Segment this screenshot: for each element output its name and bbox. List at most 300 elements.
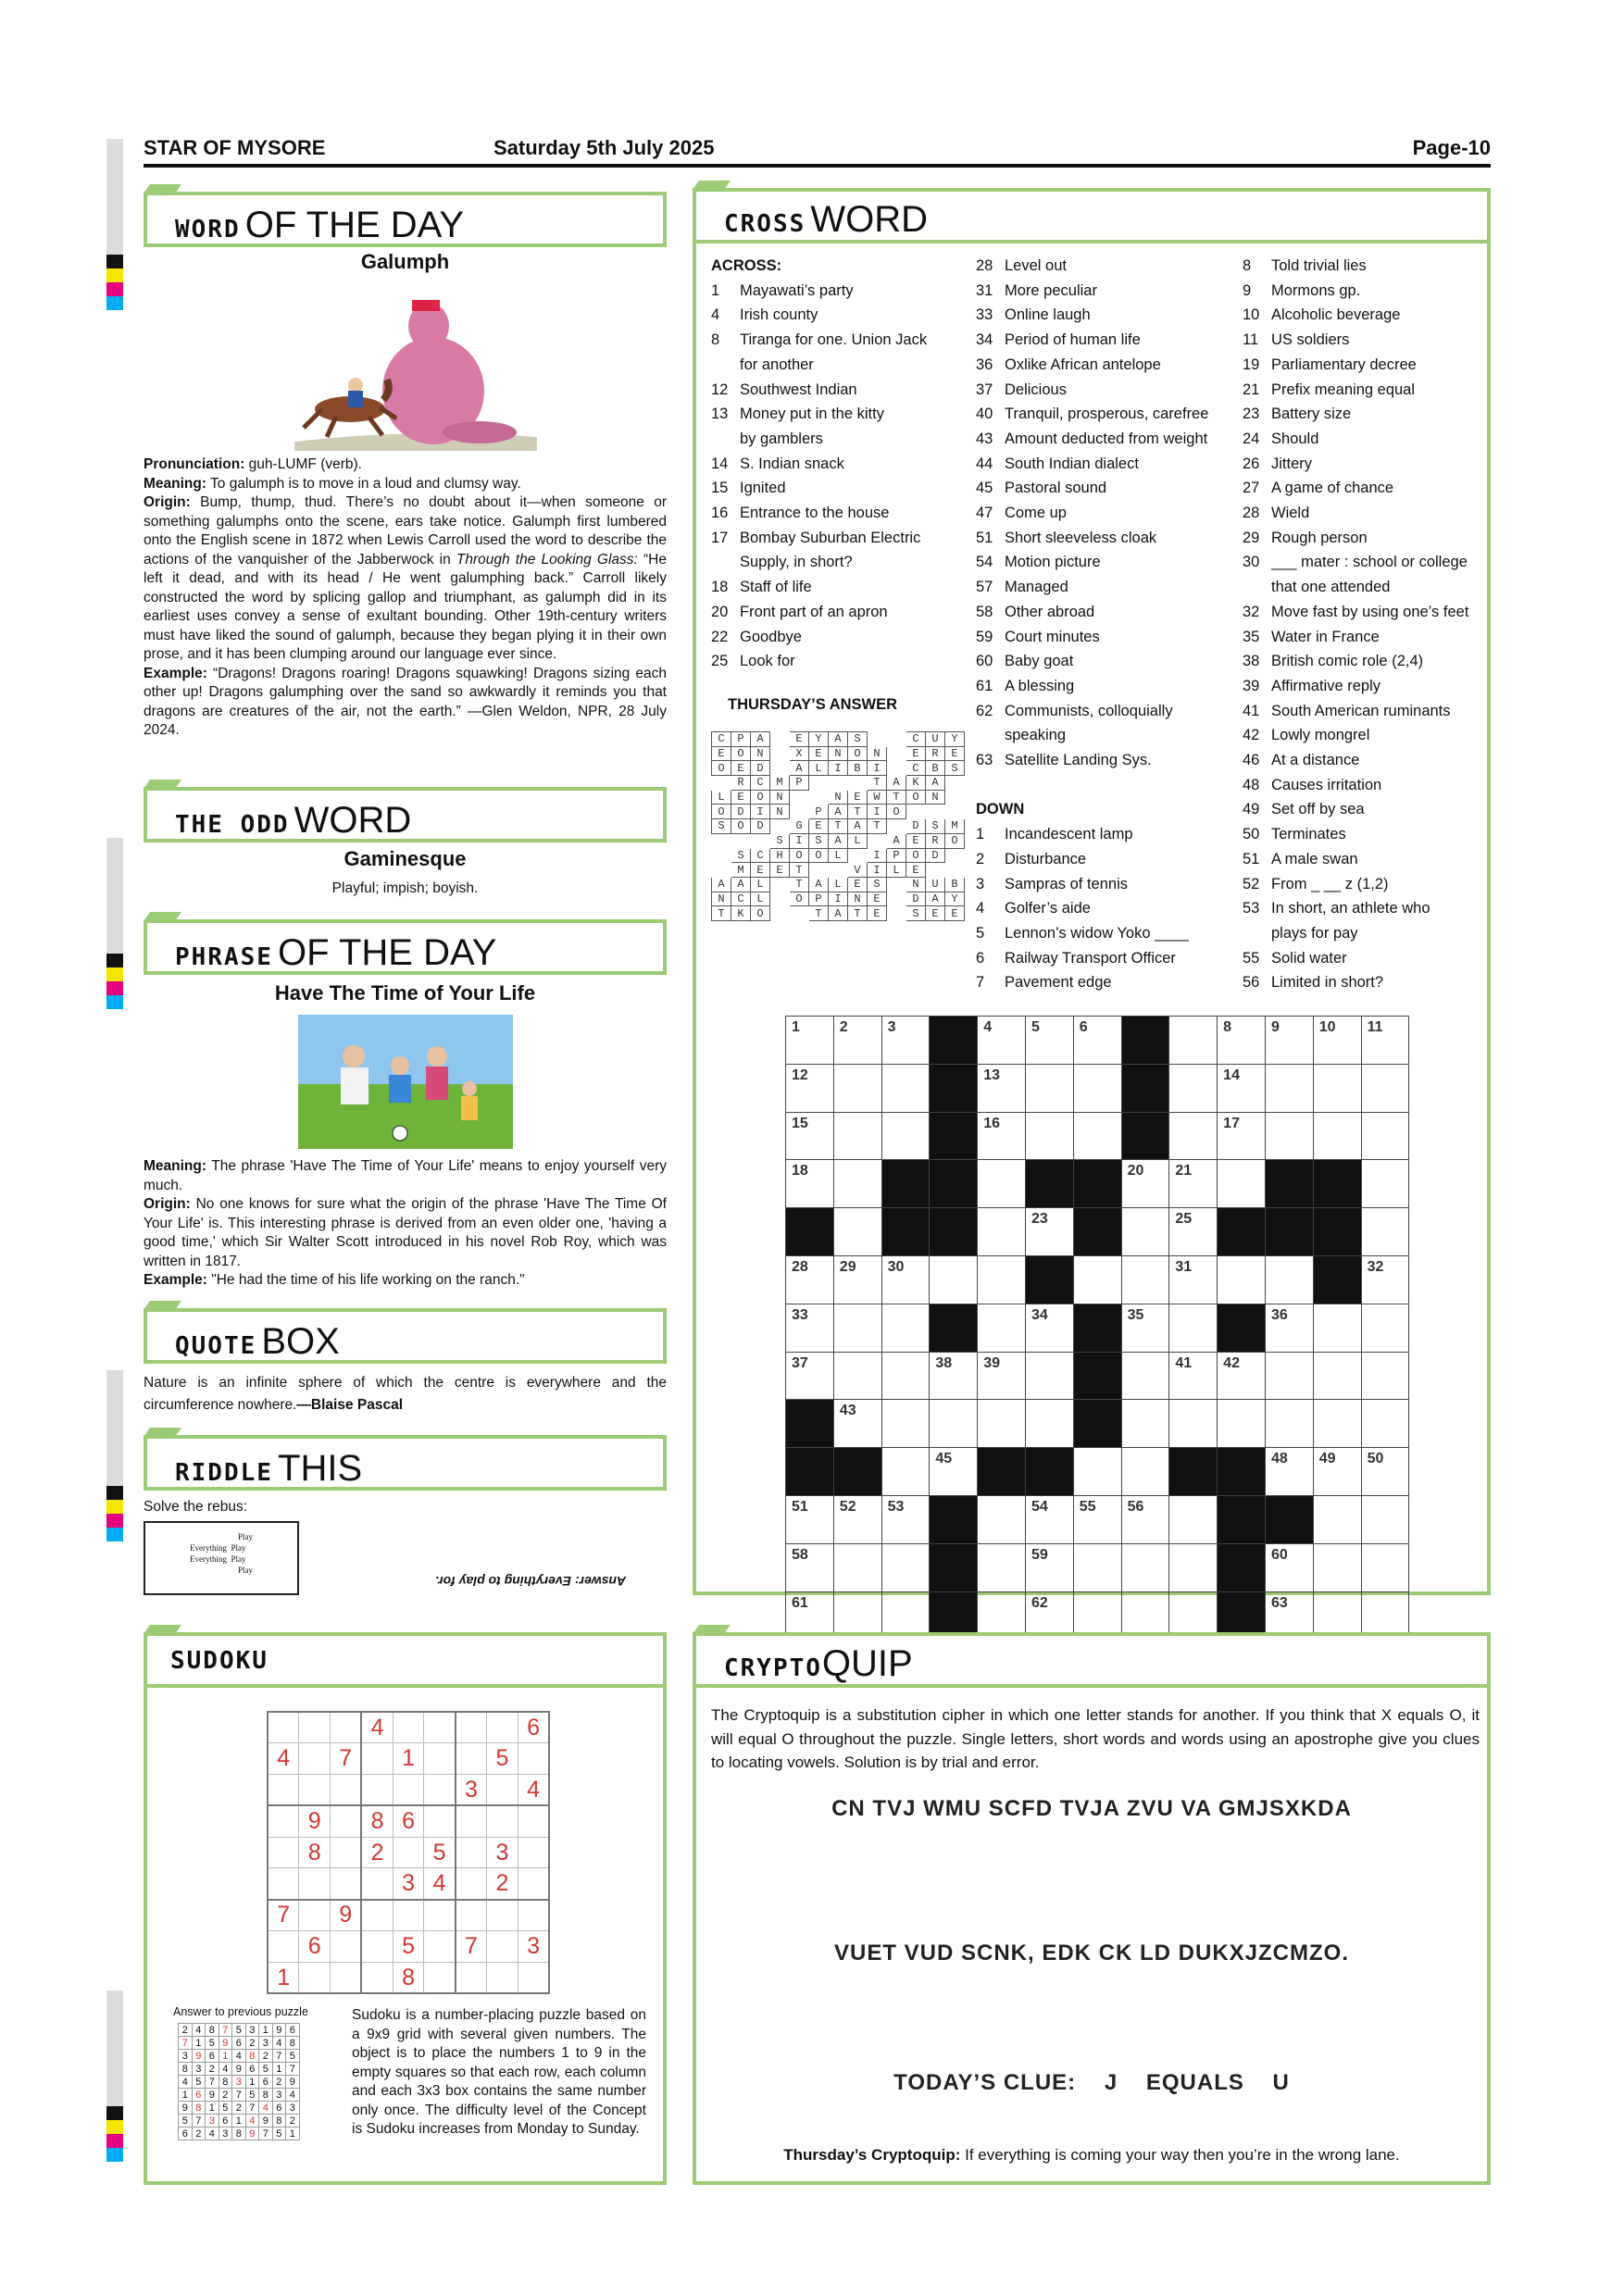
crossword-cell[interactable] [978, 1400, 1026, 1448]
clue-number: 32 [1243, 603, 1260, 620]
clue-number: 42 [1243, 727, 1260, 744]
crossword-cell[interactable] [978, 1160, 1026, 1208]
clue [711, 353, 961, 378]
sudoku-cell[interactable]: 3 [518, 1931, 549, 1963]
sudoku-cell[interactable] [518, 1868, 549, 1900]
corner-tab [144, 780, 181, 789]
crossword-cell[interactable] [833, 1352, 881, 1400]
sudoku-cell[interactable] [268, 1775, 299, 1806]
crossword-cell[interactable] [1169, 1495, 1218, 1543]
clue-text: A game of chance [1271, 480, 1394, 497]
crossword-cell[interactable] [1169, 1112, 1218, 1160]
sudoku-cell[interactable] [299, 1962, 331, 1993]
crossword-cell[interactable] [1218, 1064, 1266, 1112]
sudoku-cell[interactable] [518, 1962, 549, 1993]
clue-number: 18 [711, 579, 729, 596]
crossword-cell[interactable] [1025, 1304, 1073, 1352]
crossword-cell[interactable] [1073, 1495, 1121, 1543]
crossword-cell[interactable] [1265, 1448, 1313, 1496]
sudoku-cell[interactable] [393, 1775, 424, 1806]
sudoku-cell[interactable] [456, 1900, 487, 1931]
sudoku-cell[interactable]: 4 [361, 1712, 393, 1743]
sudoku-cell[interactable] [268, 1931, 299, 1963]
sudoku-cell[interactable]: 3 [456, 1775, 487, 1806]
answer-cell [887, 892, 906, 906]
sudoku-cell[interactable] [518, 1805, 549, 1837]
clue [711, 600, 961, 625]
cryptoquip-title [693, 1632, 1491, 1688]
clue-number: 38 [1243, 653, 1260, 670]
crossword-cell[interactable] [1169, 1255, 1218, 1304]
sudoku-answer-cell: 3 [259, 2037, 273, 2050]
crossword-cell[interactable] [1265, 1255, 1313, 1304]
sudoku-cell[interactable] [424, 1805, 456, 1837]
answer-cell: E [868, 906, 887, 921]
clue [711, 625, 961, 650]
color-swatches [106, 954, 123, 1018]
crossword-cell[interactable] [786, 1304, 834, 1352]
crossword-block [833, 1448, 881, 1496]
sudoku-cell[interactable] [424, 1743, 456, 1775]
sudoku-answer-cell: 1 [272, 2063, 286, 2076]
clue [711, 452, 961, 477]
crossword-cell[interactable] [1361, 1160, 1409, 1208]
crossword-cell[interactable] [1361, 1352, 1409, 1400]
sudoku-cell[interactable] [361, 1868, 393, 1900]
crossword-cell[interactable] [1313, 1543, 1361, 1591]
crossword-cell[interactable] [1361, 1543, 1409, 1591]
crossword-cell[interactable] [1121, 1208, 1169, 1256]
sudoku-cell[interactable]: 6 [299, 1931, 331, 1963]
crossword-cell[interactable] [786, 1160, 834, 1208]
cell-number: 37 [792, 1354, 808, 1371]
sudoku-cell[interactable] [331, 1775, 362, 1806]
crossword-cell[interactable] [1265, 1112, 1313, 1160]
crossword-block [930, 1064, 978, 1112]
clue-number: 14 [711, 455, 729, 472]
clue [1243, 328, 1491, 353]
crossword-cell[interactable] [833, 1208, 881, 1256]
sudoku-cell[interactable] [393, 1712, 424, 1743]
sudoku-answer-cell: 2 [272, 2076, 286, 2089]
crossword-cell[interactable] [978, 1543, 1026, 1591]
crossword-cell[interactable] [930, 1448, 978, 1496]
clue-number: 12 [711, 381, 729, 398]
answer-cell [848, 848, 868, 863]
crossword-cell[interactable] [978, 1352, 1026, 1400]
clue [976, 748, 1226, 773]
crossword-cell[interactable] [1025, 1495, 1073, 1543]
clue-number: 20 [711, 603, 729, 620]
crossword-cell[interactable] [1265, 1352, 1313, 1400]
color-swatches [106, 1486, 123, 1551]
answer-cell [809, 863, 829, 878]
crossword-cell[interactable] [1121, 1255, 1169, 1304]
crossword-cell[interactable] [1218, 1112, 1266, 1160]
sudoku-cell[interactable] [456, 1743, 487, 1775]
crossword-cell[interactable] [1169, 1064, 1218, 1112]
sudoku-cell[interactable] [393, 1900, 424, 1931]
sudoku-answer-cell: 9 [286, 2076, 300, 2089]
answer-cell: R [926, 833, 945, 848]
answer-cell: A [926, 892, 945, 906]
cell-number: 21 [1175, 1163, 1193, 1179]
cell-number: 1 [792, 1019, 800, 1035]
crossword-cell[interactable] [1313, 1017, 1361, 1065]
crossword-cell[interactable] [978, 1495, 1026, 1543]
crossword-cell[interactable] [1025, 1208, 1073, 1256]
crossword-cell[interactable] [930, 1255, 978, 1304]
crossword-cell[interactable] [786, 1255, 834, 1304]
crossword-cell[interactable] [1218, 1017, 1266, 1065]
clue-text: Oxlike African antelope [1005, 356, 1161, 373]
clue-number: 35 [1243, 628, 1260, 645]
sudoku-cell[interactable] [456, 1837, 487, 1868]
sudoku-cell[interactable]: 9 [299, 1805, 331, 1837]
crossword-block [1073, 1160, 1121, 1208]
sudoku-cell[interactable]: 4 [268, 1743, 299, 1775]
sudoku-cell[interactable] [331, 1962, 362, 1993]
crossword-cell[interactable] [881, 1255, 930, 1304]
word-of-day-body [144, 455, 667, 741]
crossword-cell[interactable] [978, 1112, 1026, 1160]
crossword-cell[interactable] [833, 1400, 881, 1448]
crossword-cell[interactable] [1313, 1495, 1361, 1543]
sudoku-answer-cell: 1 [206, 2102, 219, 2115]
crossword-cell[interactable] [1169, 1304, 1218, 1352]
crossword-cell[interactable] [1218, 1400, 1266, 1448]
crossword-cell[interactable] [1169, 1400, 1218, 1448]
crossword-cell[interactable] [978, 1304, 1026, 1352]
crossword-cell[interactable] [1169, 1352, 1218, 1400]
registration-bar [106, 838, 123, 954]
clue-text: Disturbance [1005, 850, 1087, 867]
crossword-cell[interactable] [930, 1352, 978, 1400]
crossword-cell[interactable] [1121, 1304, 1169, 1352]
sudoku-cell[interactable] [518, 1743, 549, 1775]
crossword-cell[interactable] [1073, 1064, 1121, 1112]
crossword-cell[interactable] [1121, 1543, 1169, 1591]
crossword-cell[interactable] [1313, 1448, 1361, 1496]
sudoku-cell[interactable]: 6 [393, 1805, 424, 1837]
crossword-cell[interactable] [978, 1255, 1026, 1304]
answer-cell: N [770, 790, 790, 805]
crossword-cell[interactable] [1121, 1495, 1169, 1543]
sudoku-answer-cell: 5 [179, 2115, 193, 2128]
cell-number: 33 [792, 1306, 808, 1323]
cell-number: 10 [1318, 1019, 1336, 1035]
sudoku-cell[interactable] [361, 1775, 393, 1806]
sudoku-grid[interactable] [267, 1711, 550, 1994]
crossword-cell[interactable] [1073, 1543, 1121, 1591]
clue [976, 427, 1226, 452]
crossword-cell[interactable] [786, 1352, 834, 1400]
crossword-cell[interactable] [833, 1304, 881, 1352]
answer-cell: E [751, 863, 770, 878]
crossword-cell[interactable] [1073, 1112, 1121, 1160]
sudoku-cell[interactable]: 6 [518, 1712, 549, 1743]
sudoku-cell[interactable] [268, 1868, 299, 1900]
crossword-cell[interactable] [833, 1255, 881, 1304]
sudoku-cell[interactable] [299, 1775, 331, 1806]
crossword-cell[interactable] [1361, 1304, 1409, 1352]
clue-number: 21 [1243, 381, 1260, 398]
sudoku-cell[interactable] [361, 1900, 393, 1931]
answer-cell: K [731, 906, 751, 921]
sudoku-cell[interactable] [424, 1775, 456, 1806]
sudoku-answer-cell: 5 [259, 2063, 273, 2076]
sudoku-cell[interactable]: 8 [299, 1837, 331, 1868]
sudoku-cell[interactable]: 4 [518, 1775, 549, 1806]
clue-number: 46 [1243, 752, 1260, 769]
sudoku-answer-cell: 9 [245, 2128, 259, 2140]
crossword-cell[interactable] [1121, 1352, 1169, 1400]
crossword-cell[interactable] [1313, 1352, 1361, 1400]
crossword-cell[interactable] [1361, 1064, 1409, 1112]
sudoku-cell[interactable] [456, 1805, 487, 1837]
clue [1243, 625, 1491, 650]
crossword-cell[interactable] [930, 1400, 978, 1448]
crossword-cell[interactable] [881, 1064, 930, 1112]
answer-cell: A [829, 833, 848, 848]
answer-cell: T [790, 877, 809, 892]
answer-cell: L [848, 833, 868, 848]
crossword-cell[interactable] [1218, 1352, 1266, 1400]
crossword-cell[interactable] [1313, 1400, 1361, 1448]
clue [976, 575, 1226, 600]
crossword-cell[interactable] [1361, 1448, 1409, 1496]
sudoku-cell[interactable]: 8 [393, 1962, 424, 1993]
sudoku-answer-cell: 4 [206, 2128, 219, 2140]
clue [1243, 378, 1491, 403]
sudoku-cell[interactable] [487, 1962, 518, 1993]
sudoku-cell[interactable] [456, 1868, 487, 1900]
crossword-cell[interactable] [881, 1448, 930, 1496]
clue-number: 15 [711, 480, 729, 497]
sudoku-cell[interactable] [299, 1900, 331, 1931]
crossword-cell[interactable] [1361, 1255, 1409, 1304]
crossword-cell[interactable] [1121, 1448, 1169, 1496]
crossword-cell[interactable] [1361, 1400, 1409, 1448]
cell-number: 62 [1031, 1594, 1048, 1611]
sudoku-title [144, 1632, 667, 1688]
sudoku-cell[interactable]: 4 [424, 1868, 456, 1900]
crossword-cell[interactable] [786, 1112, 834, 1160]
crossword-cell[interactable] [881, 1304, 930, 1352]
sudoku-cell[interactable]: 7 [268, 1900, 299, 1931]
sudoku-cell[interactable]: 8 [361, 1805, 393, 1837]
clue-text: Prefix meaning equal [1271, 381, 1416, 398]
crossword-cell[interactable] [1025, 1064, 1073, 1112]
crossword-cell[interactable] [1313, 1064, 1361, 1112]
clue [976, 600, 1226, 625]
crossword-cell[interactable] [1073, 1255, 1121, 1304]
sudoku-cell[interactable]: 1 [268, 1962, 299, 1993]
clue-text: Southwest Indian [740, 381, 857, 398]
crossword-cell[interactable] [1265, 1304, 1313, 1352]
sudoku-cell[interactable] [518, 1837, 549, 1868]
sudoku-cell[interactable]: 5 [424, 1837, 456, 1868]
sudoku-cell[interactable] [456, 1962, 487, 1993]
crossword-cell[interactable] [1265, 1064, 1313, 1112]
cell-number: 32 [1367, 1258, 1384, 1275]
crossword-cell[interactable] [833, 1017, 881, 1065]
sudoku-cell[interactable]: 5 [393, 1931, 424, 1963]
sudoku-answer-cell: 7 [286, 2063, 300, 2076]
clue-number: 41 [1243, 702, 1260, 719]
answer-cell: B [926, 761, 945, 776]
sudoku-cell[interactable]: 9 [331, 1900, 362, 1931]
answer-cell: E [848, 877, 868, 892]
crossword-cell[interactable] [1169, 1160, 1218, 1208]
crossword-cell[interactable] [1361, 1208, 1409, 1256]
sudoku-cell[interactable] [331, 1931, 362, 1963]
crossword-cell[interactable] [881, 1400, 930, 1448]
sudoku-cell[interactable]: 3 [487, 1837, 518, 1868]
sudoku-answer-cell: 3 [219, 2128, 232, 2140]
clue-number: 51 [976, 529, 993, 546]
crossword-cell[interactable] [1025, 1352, 1073, 1400]
sudoku-cell[interactable] [487, 1931, 518, 1963]
crossword-cell[interactable] [786, 1017, 834, 1065]
clue [976, 847, 1226, 872]
clue-text: Look for [740, 653, 795, 670]
clue [976, 550, 1226, 575]
crossword-cell[interactable] [833, 1543, 881, 1591]
crossword-cell[interactable] [1169, 1543, 1218, 1591]
answer-cell [770, 877, 790, 892]
crossword-cell[interactable] [978, 1064, 1026, 1112]
answer-cell: T [712, 906, 731, 921]
answer-cell: O [848, 746, 868, 761]
clue-text: Baby goat [1005, 653, 1074, 670]
sudoku-answer-cell: 9 [259, 2115, 273, 2128]
answer-cell: D [731, 805, 751, 819]
crossword-cell[interactable] [881, 1112, 930, 1160]
answer-cell: D [906, 892, 926, 906]
sudoku-cell[interactable] [331, 1805, 362, 1837]
sudoku-cell[interactable] [268, 1837, 299, 1868]
crossword-cell[interactable] [881, 1352, 930, 1400]
crossword-cell[interactable] [786, 1543, 834, 1591]
crossword-cell[interactable] [1073, 1448, 1121, 1496]
sudoku-cell[interactable] [361, 1962, 393, 1993]
crossword-cell[interactable] [1218, 1255, 1266, 1304]
sudoku-cell[interactable] [487, 1712, 518, 1743]
sudoku-answer-cell: 6 [179, 2128, 193, 2140]
sudoku-cell[interactable]: 5 [487, 1743, 518, 1775]
crossword-cell[interactable] [1265, 1400, 1313, 1448]
crossword-cell[interactable] [881, 1543, 930, 1591]
sudoku-cell[interactable] [393, 1837, 424, 1868]
sudoku-cell[interactable] [331, 1712, 362, 1743]
clue-text: Goodbye [740, 628, 802, 645]
crossword-cell[interactable] [1121, 1160, 1169, 1208]
sudoku-cell[interactable]: 7 [456, 1931, 487, 1963]
clue-text: Incandescent lamp [1005, 826, 1133, 843]
clue-text: Lennon’s widow Yoko ____ [1005, 924, 1189, 942]
clue-text: South American ruminants [1271, 702, 1451, 719]
crossword-cell[interactable] [1265, 1543, 1313, 1591]
crossword-cell[interactable] [1169, 1208, 1218, 1256]
corner-tab [144, 1428, 181, 1437]
crossword-cell[interactable] [1361, 1112, 1409, 1160]
crossword-cell[interactable] [1313, 1112, 1361, 1160]
sudoku-cell[interactable] [299, 1743, 331, 1775]
sudoku-cell[interactable] [487, 1775, 518, 1806]
crossword-cell[interactable] [1169, 1017, 1218, 1065]
crossword-cell[interactable] [1025, 1112, 1073, 1160]
clue-text: Affirmative reply [1271, 677, 1380, 694]
sudoku-cell[interactable]: 7 [331, 1743, 362, 1775]
crossword-cell[interactable] [1361, 1495, 1409, 1543]
answer-cell: L [809, 761, 829, 776]
answer-cell: E [945, 906, 965, 921]
sudoku-cell[interactable]: 2 [361, 1837, 393, 1868]
sudoku-cell[interactable] [268, 1712, 299, 1743]
sudoku-cell[interactable] [424, 1931, 456, 1963]
crossword-cell[interactable] [833, 1064, 881, 1112]
sudoku-cell[interactable]: 1 [393, 1743, 424, 1775]
crossword-cell[interactable] [1025, 1017, 1073, 1065]
crossword-cell[interactable] [978, 1017, 1026, 1065]
sudoku-cell[interactable]: 2 [487, 1868, 518, 1900]
crossword-cell[interactable] [978, 1208, 1026, 1256]
sudoku-cell[interactable] [424, 1962, 456, 1993]
crossword-cell[interactable] [833, 1495, 881, 1543]
crossword-cell[interactable] [833, 1160, 881, 1208]
crossword-cell[interactable] [1025, 1400, 1073, 1448]
sudoku-answer-cell: 7 [219, 2024, 232, 2037]
sudoku-cell[interactable] [487, 1900, 518, 1931]
sudoku-cell[interactable] [361, 1743, 393, 1775]
sudoku-cell[interactable] [299, 1712, 331, 1743]
sudoku-cell[interactable] [456, 1712, 487, 1743]
sudoku-cell[interactable] [487, 1805, 518, 1837]
title-big: WORD [810, 199, 929, 240]
crossword-cell[interactable] [833, 1112, 881, 1160]
crossword-cell[interactable] [1361, 1017, 1409, 1065]
sudoku-cell[interactable] [361, 1931, 393, 1963]
answer-cell: T [868, 776, 887, 791]
clue [1243, 896, 1491, 921]
sudoku-cell[interactable] [424, 1900, 456, 1931]
crossword-cell[interactable] [1025, 1543, 1073, 1591]
sudoku-answer-cell: 3 [286, 2102, 300, 2115]
masthead [144, 134, 1491, 168]
crossword-cell[interactable] [1265, 1017, 1313, 1065]
sudoku-cell[interactable] [331, 1868, 362, 1900]
crossword-cell[interactable] [881, 1495, 930, 1543]
crossword-block [1265, 1495, 1313, 1543]
sudoku-cell[interactable] [299, 1868, 331, 1900]
answer-cell: E [712, 746, 731, 761]
answer-cell: O [809, 848, 829, 863]
crossword-cell[interactable] [881, 1017, 930, 1065]
sudoku-cell[interactable] [424, 1712, 456, 1743]
sudoku-cell[interactable] [331, 1837, 362, 1868]
sudoku-cell[interactable] [268, 1805, 299, 1837]
sudoku-cell[interactable]: 3 [393, 1868, 424, 1900]
crossword-cell[interactable] [786, 1495, 834, 1543]
crossword-cell[interactable] [1313, 1304, 1361, 1352]
crossword-cell[interactable] [1073, 1017, 1121, 1065]
sudoku-cell[interactable] [518, 1900, 549, 1931]
cell-number: 4 [983, 1019, 993, 1035]
crossword-cell[interactable] [786, 1064, 834, 1112]
crossword-cell[interactable] [1121, 1400, 1169, 1448]
crossword-cell[interactable] [1218, 1160, 1266, 1208]
